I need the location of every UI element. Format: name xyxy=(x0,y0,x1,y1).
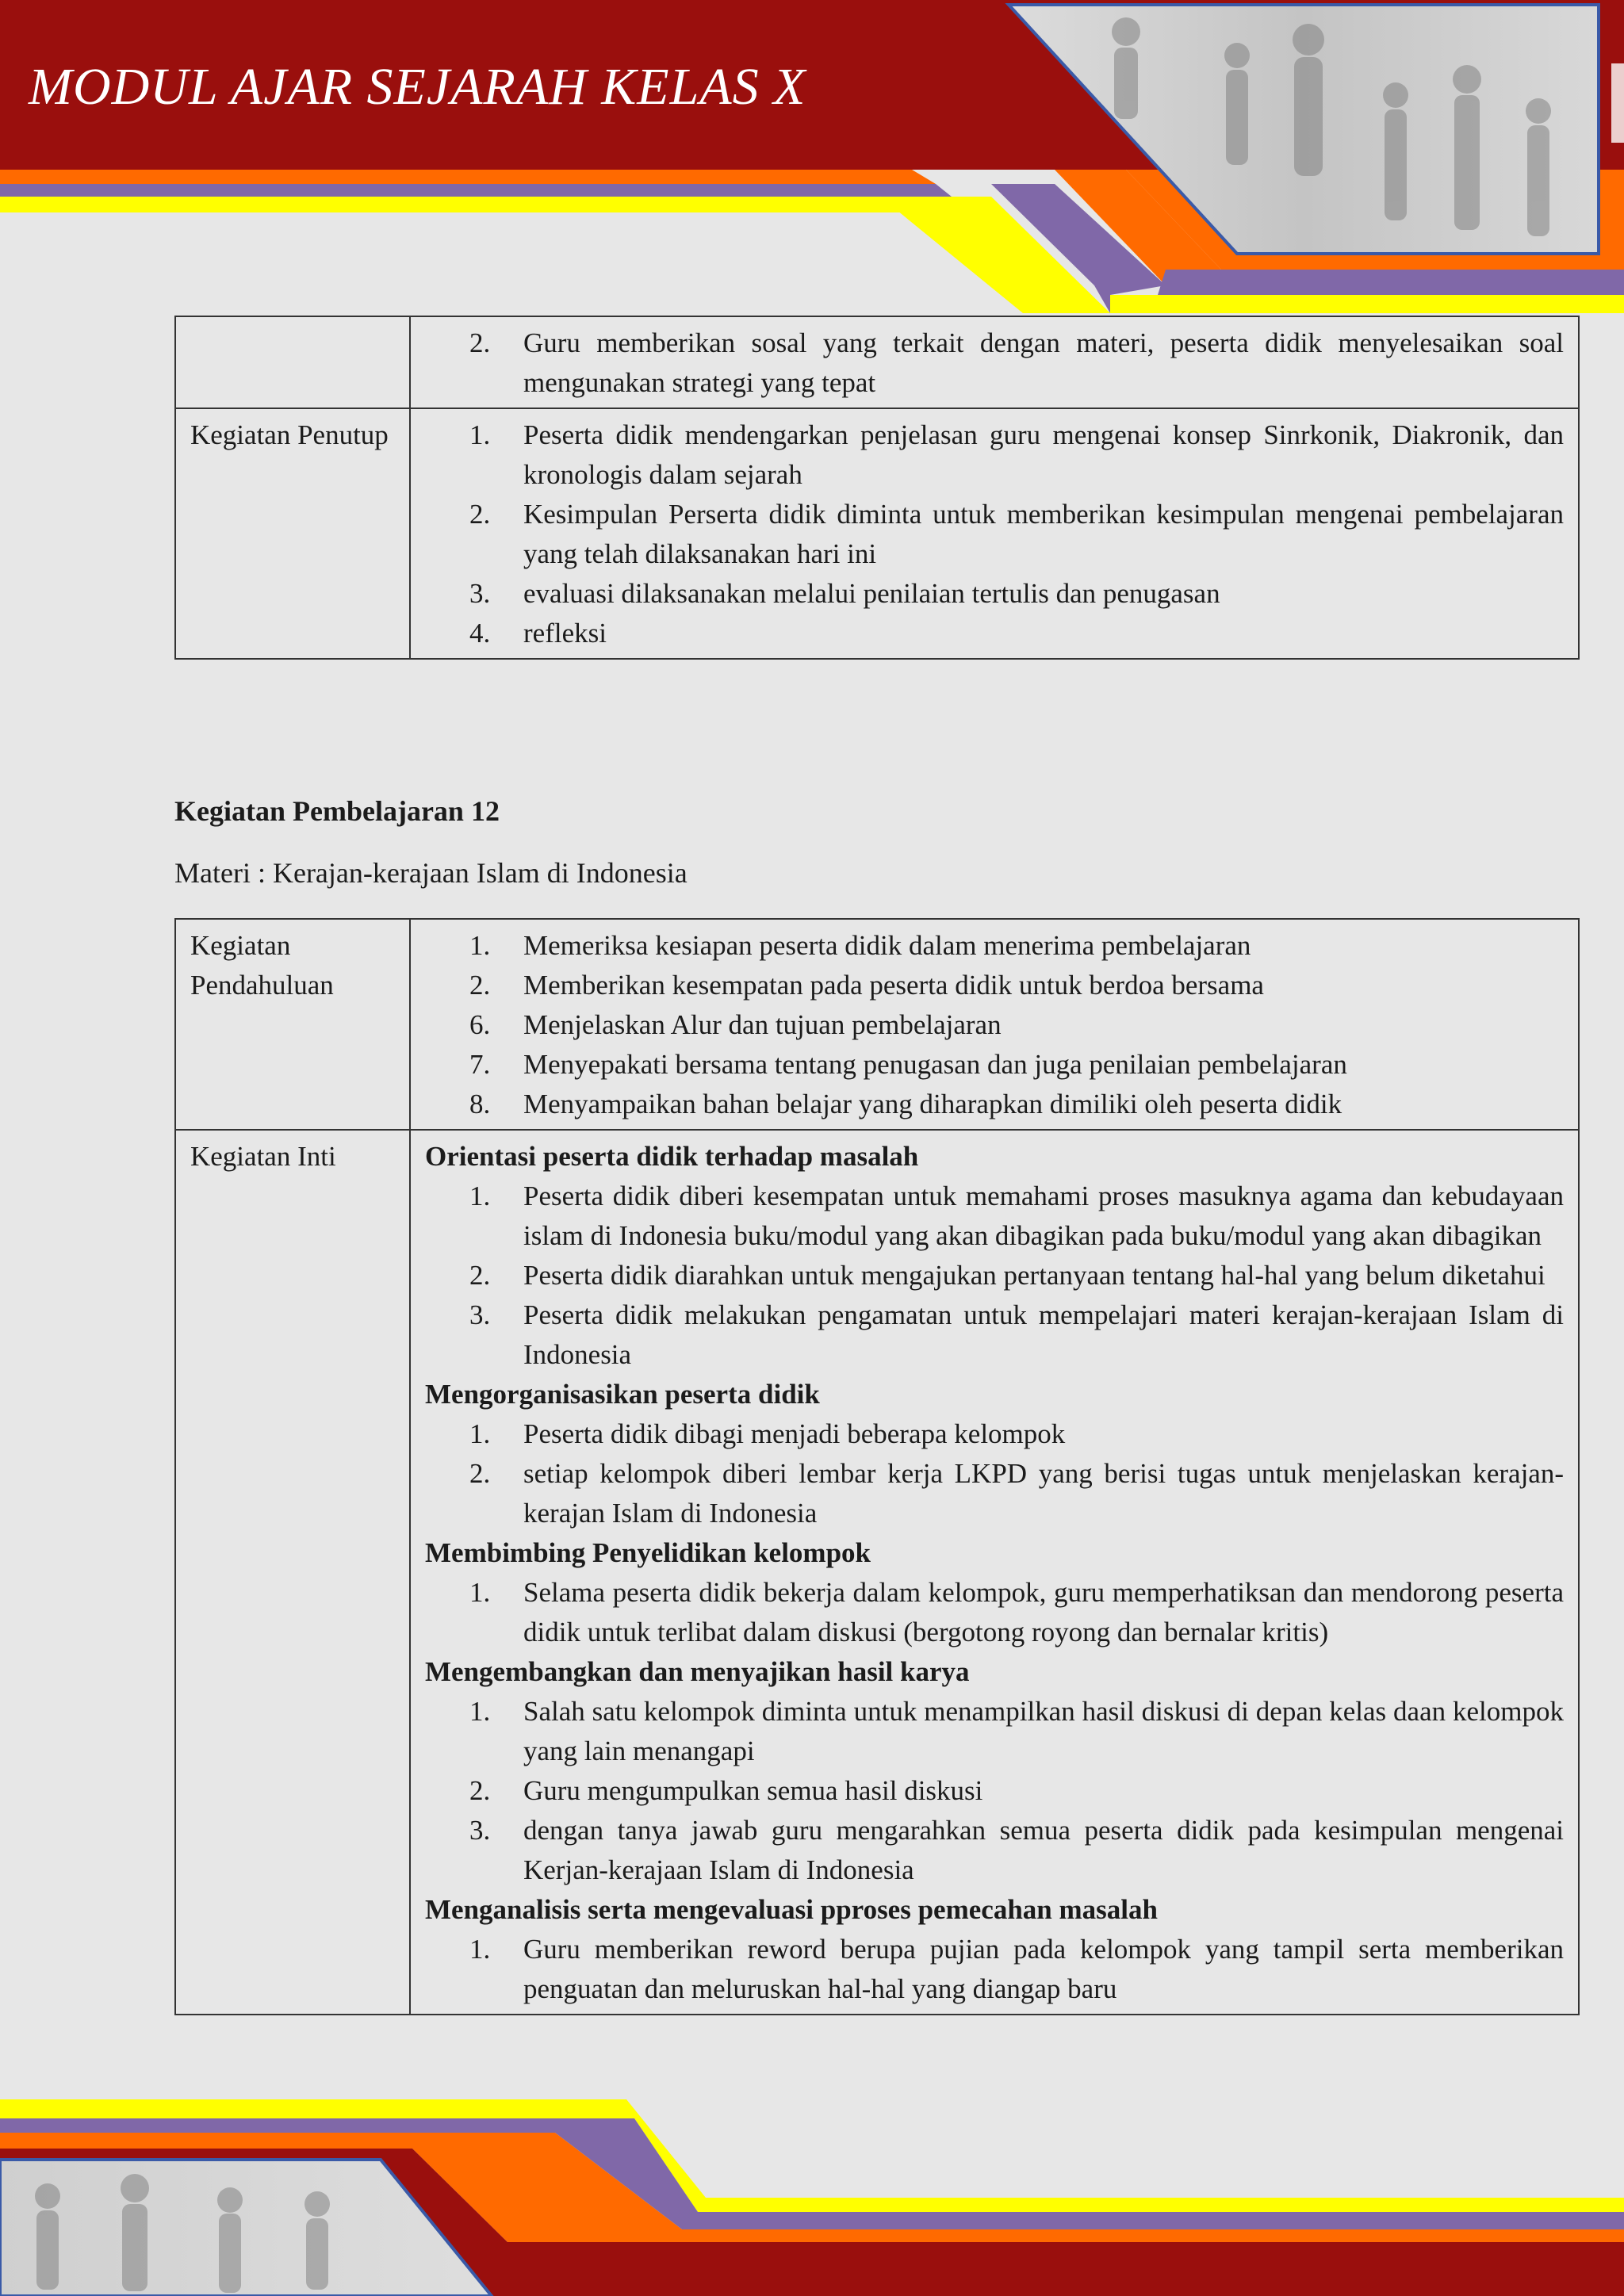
row-inti xyxy=(175,1130,1579,2015)
phase-title: Menganalisis serta mengevaluasi pproses pemecahan masalah xyxy=(425,1894,1158,1925)
activity-table-12 xyxy=(174,918,1580,2015)
list-text: Peserta didik diberi kesempatan untuk memahami proses masuknya agama dan kebudayaan islam di Indonesia buku/modul yang akan dibagikan pada buku/modul yang akan dibagikan xyxy=(523,1181,1564,1251)
list-text: evaluasi dilaksanakan melalui penilaian tertulis dan penugasan xyxy=(523,578,1220,609)
list-text: Peserta didik dibagi menjadi beberapa kelompok xyxy=(523,1418,1066,1449)
list-number: 7. xyxy=(469,1049,491,1080)
list-number: 1. xyxy=(469,1181,491,1211)
list-item xyxy=(425,1930,1564,2009)
table-row xyxy=(175,408,1579,659)
list-text: Guru memberikan reword berupa pujian pada kelompok yang tampil serta memberikan penguatan dan meluruskan hal-hal yang diangap baru xyxy=(523,1934,1564,2004)
list-number: 6. xyxy=(469,1009,491,1040)
pendahuluan-list xyxy=(425,926,1564,1124)
section-heading: Kegiatan Pembelajaran 12 xyxy=(174,795,500,827)
list-text: Memeriksa kesiapan peserta didik dalam menerima pembelajaran xyxy=(523,930,1251,961)
row-pendahuluan xyxy=(175,919,1579,1130)
row-content xyxy=(410,919,1579,1130)
phase-title: Membimbing Penyelidikan kelompok xyxy=(425,1537,871,1568)
materi-line: Materi : Kerajan-kerajaan Islam di Indonesia xyxy=(174,857,688,889)
row-label: Kegiatan Pendahuluan xyxy=(175,919,410,1130)
row-content xyxy=(410,1130,1579,2015)
list-item xyxy=(425,1045,1564,1085)
list-text: Peserta didik melakukan pengamatan untuk mempelajari materi kerajan-kerajaan Islam di Indonesia xyxy=(523,1299,1564,1370)
list-item xyxy=(425,1771,1564,1811)
list-number: 3. xyxy=(469,578,491,609)
phase-title: Orientasi peserta didik terhadap masalah xyxy=(425,1141,919,1172)
row-label xyxy=(175,316,410,408)
list-text: Salah satu kelompok diminta untuk menampilkan hasil diskusi di depan kelas daan kelompok yang lain menangapi xyxy=(523,1696,1564,1766)
row-content xyxy=(410,316,1579,408)
yellow-right xyxy=(1110,295,1624,313)
list-number: 1. xyxy=(469,930,491,961)
list-item xyxy=(425,614,1564,653)
row-label: Kegiatan Penutup xyxy=(175,408,410,659)
list-number: 1. xyxy=(469,1418,491,1449)
list-item xyxy=(425,1692,1564,1771)
phase-title: Mengembangkan dan menyajikan hasil karya xyxy=(425,1656,970,1687)
footer-graphic xyxy=(0,2093,1624,2296)
list-number: 1. xyxy=(469,419,491,450)
list-text: refleksi xyxy=(523,618,607,649)
list-item xyxy=(425,966,1564,1005)
list-item xyxy=(425,1414,1564,1454)
list-number: 3. xyxy=(469,1815,491,1846)
list-number: 2. xyxy=(469,1458,491,1489)
phase-title: Mengorganisasikan peserta didik xyxy=(425,1379,820,1410)
table-row xyxy=(175,316,1579,408)
list-item xyxy=(425,415,1564,495)
activity-list xyxy=(425,323,1564,403)
list-text: Guru memberikan sosal yang terkait dengan materi, peserta didik menyelesaikan soal mengunakan strategi yang tepat xyxy=(523,327,1564,398)
list-number: 8. xyxy=(469,1089,491,1119)
phase-list xyxy=(425,1692,1564,1890)
row-label: Kegiatan Inti xyxy=(175,1130,410,2015)
phase-list xyxy=(425,1177,1564,1375)
list-text: Menjelaskan Alur dan tujuan pembelajaran xyxy=(523,1009,1002,1040)
activity-table-body xyxy=(175,316,1579,659)
list-text: Kesimpulan Perserta didik diminta untuk memberikan kesimpulan mengenai pembelajaran yang telah dilaksanakan hari ini xyxy=(523,499,1564,569)
header-banner xyxy=(0,0,1624,317)
page-title: MODUL AJAR SEJARAH KELAS X xyxy=(29,58,806,116)
list-number: 1. xyxy=(469,1696,491,1727)
list-text: Peserta didik diarahkan untuk mengajukan pertanyaan tentang hal-hal yang belum diketahui xyxy=(523,1260,1545,1291)
list-item xyxy=(425,1573,1564,1652)
list-item xyxy=(425,1454,1564,1533)
yellow-stripe xyxy=(0,197,904,212)
list-item xyxy=(425,1177,1564,1256)
list-number: 2. xyxy=(469,1260,491,1291)
list-text: Menyepakati bersama tentang penugasan dan juga penilaian pembelajaran xyxy=(523,1049,1347,1080)
phase-list xyxy=(425,1414,1564,1533)
phase-list xyxy=(425,1573,1564,1652)
list-item xyxy=(425,926,1564,966)
list-item xyxy=(425,323,1564,403)
row-content xyxy=(410,408,1579,659)
list-number: 3. xyxy=(469,1299,491,1330)
activity-list xyxy=(425,415,1564,653)
list-number: 2. xyxy=(469,1775,491,1806)
activity-table-continued xyxy=(174,316,1580,660)
list-text: dengan tanya jawab guru mengarahkan semua peserta didik pada kesimpulan mengenai Kerjan-kerajaan Islam di Indonesia xyxy=(523,1815,1564,1885)
list-item xyxy=(425,1295,1564,1375)
list-text: Peserta didik mendengarkan penjelasan guru mengenai konsep Sinrkonik, Diakronik, dan kronologis dalam sejarah xyxy=(523,419,1564,490)
list-text: Menyampaikan bahan belajar yang diharapkan dimiliki oleh peserta didik xyxy=(523,1089,1342,1119)
purple-right xyxy=(1158,270,1624,295)
list-text: Selama peserta didik bekerja dalam kelompok, guru memperhatiksan dan mendorong peserta didik untuk terlibat dalam diskusi (bergotong royong dan bernalar kritis) xyxy=(523,1577,1564,1647)
header-graphic xyxy=(0,0,1624,317)
orange-stripe xyxy=(0,170,936,184)
purple-stripe xyxy=(0,184,952,197)
list-text: Guru mengumpulkan semua hasil diskusi xyxy=(523,1775,983,1806)
list-text: setiap kelompok diberi lembar kerja LKPD yang berisi tugas untuk menjelaskan kerajan-kerajan Islam di Indonesia xyxy=(523,1458,1564,1529)
list-number: 2. xyxy=(469,327,491,358)
list-item xyxy=(425,574,1564,614)
list-item xyxy=(425,1256,1564,1295)
list-number: 2. xyxy=(469,970,491,1001)
list-item xyxy=(425,1085,1564,1124)
list-number: 1. xyxy=(469,1577,491,1608)
list-number: 2. xyxy=(469,499,491,530)
list-item xyxy=(425,1005,1564,1045)
list-item xyxy=(425,495,1564,574)
list-number: 4. xyxy=(469,618,491,649)
footer-banner xyxy=(0,2093,1624,2296)
edge-mark xyxy=(1611,63,1624,143)
list-number: 1. xyxy=(469,1934,491,1965)
list-text: Memberikan kesempatan pada peserta didik untuk berdoa bersama xyxy=(523,970,1264,1001)
list-item xyxy=(425,1811,1564,1890)
phase-list xyxy=(425,1930,1564,2009)
